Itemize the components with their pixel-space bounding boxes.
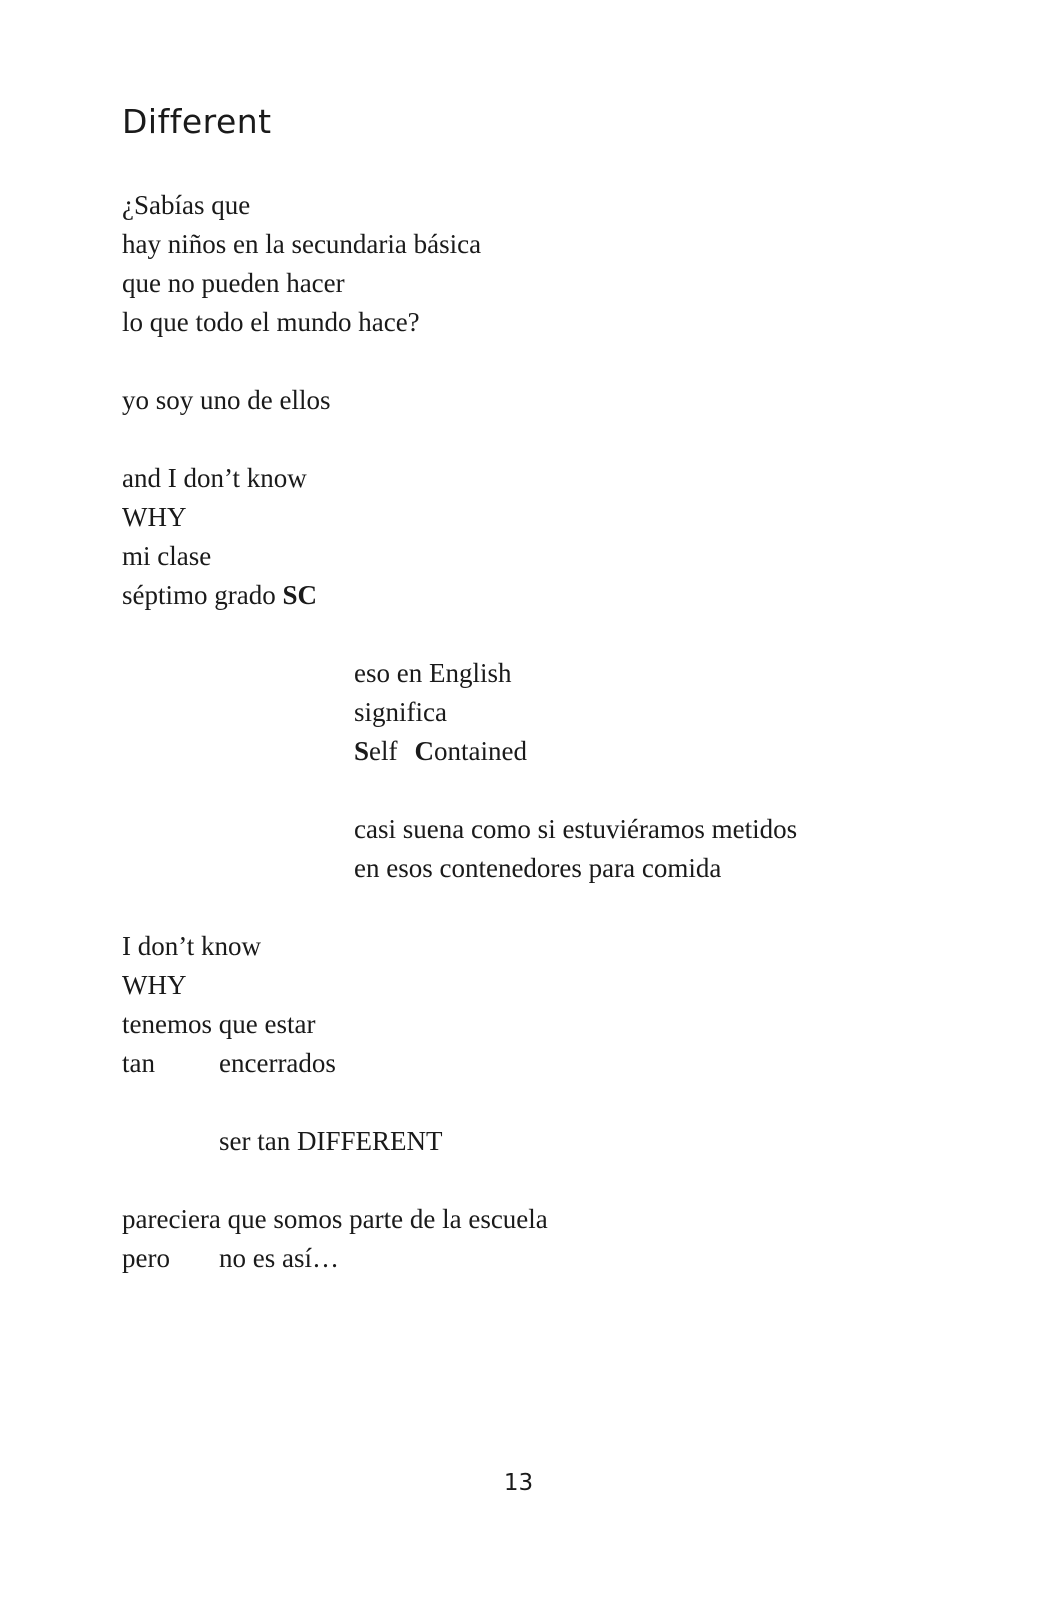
bold-initial: C bbox=[414, 736, 435, 766]
poem-line: yo soy uno de ellos bbox=[122, 385, 331, 415]
poem-text: elf bbox=[369, 736, 398, 766]
page-number: 13 bbox=[503, 1470, 534, 1496]
poem-line: and I don’t know bbox=[122, 463, 307, 493]
poem-line: I don’t know bbox=[122, 931, 261, 961]
poem-line bbox=[122, 578, 317, 612]
poem-line: no es así… bbox=[219, 1243, 339, 1273]
poem-line: hay niños en la secundaria básica bbox=[122, 229, 482, 259]
poem-line: significa bbox=[354, 697, 447, 727]
poem-line: que no pueden hacer bbox=[122, 268, 345, 298]
poem-line: WHY bbox=[122, 502, 187, 532]
poem-line: lo que todo el mundo hace? bbox=[122, 307, 420, 337]
poem-line: eso en English bbox=[354, 658, 512, 688]
poem-line: ¿Sabías que bbox=[122, 190, 251, 220]
poem-line: pareciera que somos parte de la escuela bbox=[122, 1204, 548, 1234]
poem-line: encerrados bbox=[219, 1048, 336, 1078]
poem-line bbox=[354, 734, 527, 768]
bold-abbreviation: SC bbox=[282, 580, 317, 610]
poem-line: WHY bbox=[122, 970, 187, 1000]
poem-line: en esos contenedores para comida bbox=[354, 853, 722, 883]
poem-line: tan bbox=[122, 1048, 155, 1078]
bold-initial: S bbox=[354, 736, 370, 766]
poem-title: Different bbox=[122, 102, 272, 141]
poem-text: ontained bbox=[434, 736, 527, 766]
poem-line: pero bbox=[122, 1243, 170, 1273]
poem-text: séptimo grado bbox=[122, 580, 283, 610]
poem-line: mi clase bbox=[122, 541, 212, 571]
poem-line: casi suena como si estuviéramos metidos bbox=[354, 814, 798, 844]
poem-line: tenemos que estar bbox=[122, 1009, 316, 1039]
poem-line: ser tan DIFFERENT bbox=[219, 1126, 443, 1156]
